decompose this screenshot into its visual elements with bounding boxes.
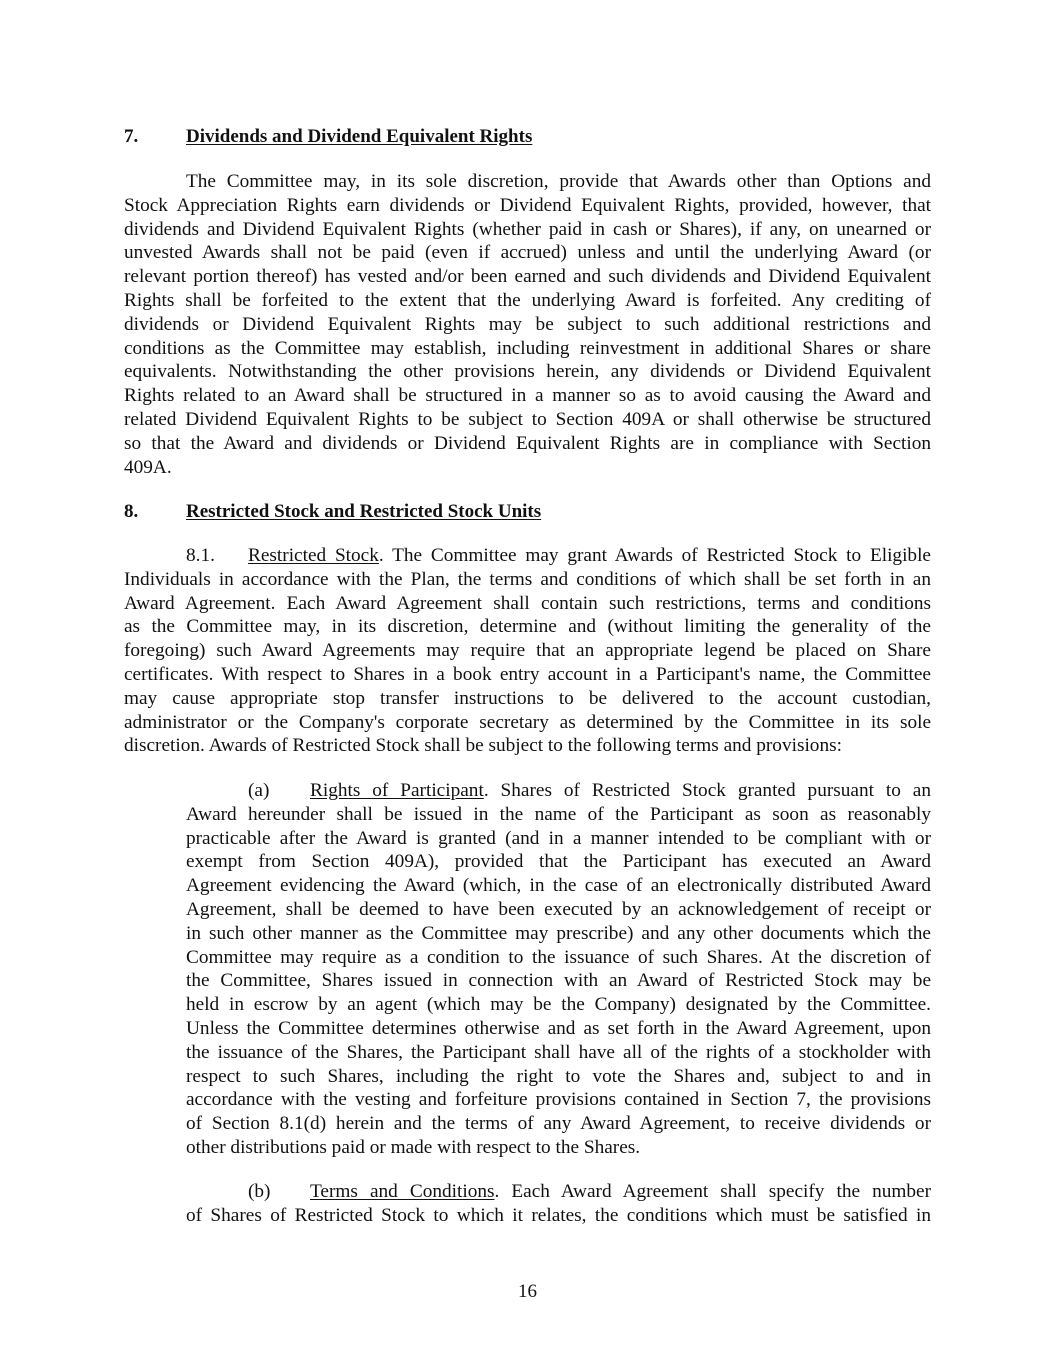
paragraph-line: Stock Appreciation Rights earn dividends or Dividend Equivalent Rights, provided, however, that bbox=[124, 194, 931, 216]
paragraph-line: administrator or the Company's corporate secretary as determined by the Committee in its sole bbox=[124, 711, 931, 733]
paragraph-line: the Committee, Shares issued in connection with an Award of Restricted Stock may be bbox=[186, 970, 931, 992]
section-number: 7. bbox=[124, 126, 139, 147]
paragraph-line: The Committee may, in its sole discretion, provide that Awards other than Options and bbox=[186, 171, 931, 192]
subsection-title: Restricted Stock bbox=[248, 545, 379, 566]
paragraph-line: other distributions paid or made with respect to the Shares. bbox=[186, 1136, 641, 1158]
paragraph-line: foregoing) such Award Agreements may require that an appropriate legend be placed on Share bbox=[124, 640, 931, 662]
paragraph-line: Agreement evidencing the Award (which, in the case of an electronically distributed Award bbox=[186, 875, 931, 897]
paragraph-line bbox=[186, 1180, 931, 1204]
item-title: Rights of Participant bbox=[310, 780, 484, 801]
item-first-line: . Shares of Restricted Stock granted pursuant to an bbox=[483, 780, 932, 801]
section-7-paragraph bbox=[124, 170, 931, 479]
paragraph-line: as the Committee may, in its discretion, determine and (without limiting the generality of the bbox=[124, 616, 931, 638]
page-number: 16 bbox=[518, 1281, 537, 1302]
item-a-rights-of-participant bbox=[186, 779, 931, 1160]
paragraph-line: Rights shall be forfeited to the extent that the underlying Award is forfeited. Any crediting of bbox=[124, 289, 931, 311]
subsection-number: 8.1. bbox=[186, 545, 215, 566]
paragraph-line: 409A. bbox=[124, 456, 172, 478]
paragraph-line: accordance with the vesting and forfeiture provisions contained in Section 7, the provisions bbox=[186, 1089, 931, 1111]
paragraph-line: may cause appropriate stop transfer instructions to be delivered to the account custodian, bbox=[124, 687, 931, 709]
paragraph-line: in such other manner as the Committee may prescribe) and any other documents which the bbox=[186, 922, 931, 944]
section-number: 8. bbox=[124, 501, 139, 522]
paragraph-line: Agreement, shall be deemed to have been executed by an acknowledgement of receipt or bbox=[186, 898, 931, 920]
item-label: (b) bbox=[248, 1181, 271, 1202]
paragraph-line: certificates. With respect to Shares in a book entry account in a Participant's name, the Committee bbox=[124, 663, 931, 685]
paragraph-line: practicable after the Award is granted (and in a manner intended to be compliant with or bbox=[186, 827, 931, 849]
paragraph-line bbox=[186, 779, 931, 803]
subsection-8-1 bbox=[124, 544, 931, 758]
paragraph-line: Award hereunder shall be issued in the name of the Participant as soon as reasonably bbox=[186, 803, 931, 825]
paragraph-line bbox=[124, 544, 931, 568]
paragraph-line: dividends and Dividend Equivalent Rights (whether paid in cash or Shares), if any, on unearned or bbox=[124, 218, 931, 240]
paragraph-line: Award Agreement. Each Award Agreement shall contain such restrictions, terms and conditions bbox=[124, 592, 931, 614]
section-title: Dividends and Dividend Equivalent Rights bbox=[186, 126, 533, 147]
section-title: Restricted Stock and Restricted Stock Units bbox=[186, 501, 542, 522]
paragraph-line: held in escrow by an agent (which may be the Company) designated by the Committee. bbox=[186, 994, 931, 1016]
section-8-heading bbox=[124, 500, 541, 524]
subsection-first-line: . The Committee may grant Awards of Restricted Stock to Eligible bbox=[378, 545, 931, 566]
paragraph-line: Committee may require as a condition to the issuance of such Shares. At the discretion of bbox=[186, 946, 931, 968]
paragraph-line: relevant portion thereof) has vested and/or been earned and such dividends and Dividend Equivalent bbox=[124, 266, 931, 288]
item-title: Terms and Conditions bbox=[310, 1181, 495, 1202]
paragraph-line: equivalents. Notwithstanding the other provisions herein, any dividends or Dividend Equivalent bbox=[124, 361, 931, 383]
paragraph-line: Rights related to an Award shall be structured in a manner so as to avoid causing the Award and bbox=[124, 385, 931, 407]
item-label: (a) bbox=[248, 780, 270, 801]
paragraph-line: discretion. Awards of Restricted Stock shall be subject to the following terms and provisions: bbox=[124, 735, 842, 757]
paragraph-line: Individuals in accordance with the Plan, the terms and conditions of which shall be set forth in an bbox=[124, 568, 931, 590]
paragraph-line: the issuance of the Shares, the Participant shall have all of the rights of a stockholder with bbox=[186, 1041, 931, 1063]
paragraph-line: unvested Awards shall not be paid (even if accrued) unless and until the underlying Award (or bbox=[124, 242, 931, 264]
item-b-terms-and-conditions bbox=[186, 1180, 931, 1228]
paragraph-line: Unless the Committee determines otherwise and as set forth in the Award Agreement, upon bbox=[186, 1017, 931, 1039]
item-first-line: . Each Award Agreement shall specify the number bbox=[494, 1181, 931, 1202]
paragraph-line: respect to such Shares, including the right to vote the Shares and, subject to and in bbox=[186, 1065, 931, 1087]
paragraph-line: so that the Award and dividends or Dividend Equivalent Rights are in compliance with Section bbox=[124, 432, 931, 454]
paragraph-line: exempt from Section 409A), provided that the Participant has executed an Award bbox=[186, 851, 931, 873]
paragraph-line: conditions as the Committee may establish, including reinvestment in additional Shares or share bbox=[124, 337, 931, 359]
paragraph-line: of Shares of Restricted Stock to which it relates, the conditions which must be satisfied in bbox=[186, 1204, 931, 1226]
section-7-heading bbox=[124, 125, 532, 149]
paragraph-line: dividends or Dividend Equivalent Rights may be subject to such additional restrictions and bbox=[124, 313, 931, 335]
paragraph-line: related Dividend Equivalent Rights to be subject to Section 409A or shall otherwise be structured bbox=[124, 408, 931, 430]
paragraph-line: of Section 8.1(d) herein and the terms of any Award Agreement, to receive dividends or bbox=[186, 1113, 931, 1135]
